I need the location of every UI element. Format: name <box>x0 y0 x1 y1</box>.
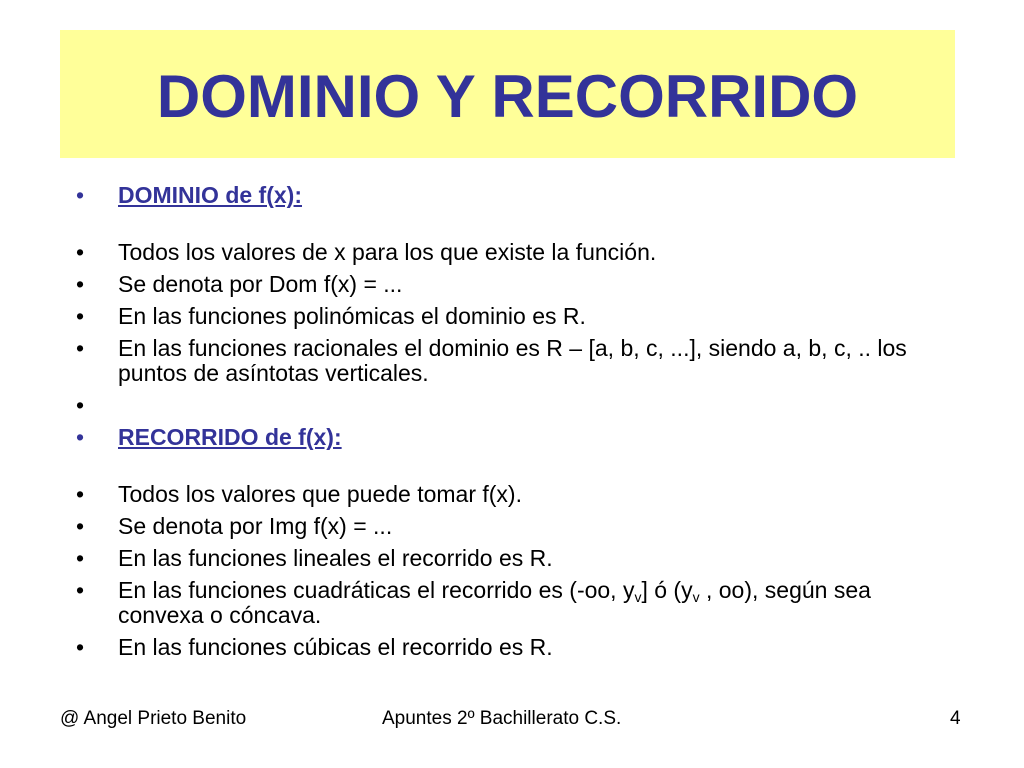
dominio-heading: DOMINIO de f(x): <box>118 182 302 208</box>
list-item <box>76 304 946 329</box>
list-item <box>76 578 946 628</box>
bullet-icon: • <box>76 577 85 603</box>
list-item <box>76 240 946 265</box>
recorrido-item-cuadratica <box>118 577 871 628</box>
bullet-icon: • <box>76 239 85 265</box>
cuadratica-text-2: ] ó (y <box>641 577 693 603</box>
list-item <box>76 514 946 539</box>
list-item <box>76 546 946 571</box>
dominio-item-2: Se denota por Dom f(x) = ... <box>118 271 403 297</box>
dominio-item-3: En las funciones polinómicas el dominio es R. <box>118 303 586 329</box>
empty-list-item <box>76 393 946 418</box>
recorrido-item-1: Todos los valores que puede tomar f(x). <box>118 481 522 507</box>
bullet-icon: • <box>76 335 85 361</box>
page-number: 4 <box>950 708 961 729</box>
subscript-v: v <box>634 589 642 605</box>
footer-course: Apuntes 2º Bachillerato C.S. <box>382 708 622 729</box>
bullet-icon: • <box>76 634 85 660</box>
list-item <box>76 272 946 297</box>
cuadratica-text-3: , oo), según sea convexa o cóncava. <box>118 577 871 628</box>
dominio-item-4: En las funciones racionales el dominio es R – [a, b, c, ...], siendo a, b, c, .. los puntos de asíntotas verticales. <box>118 335 907 386</box>
bullet-icon: • <box>76 182 85 208</box>
bullet-icon: • <box>76 271 85 297</box>
bullet-icon: • <box>76 392 85 418</box>
recorrido-heading-item <box>76 425 946 450</box>
recorrido-item-2: Se denota por Img f(x) = ... <box>118 513 393 539</box>
bullet-icon: • <box>76 424 85 450</box>
slide-title: DOMINIO Y RECORRIDO <box>156 62 859 130</box>
list-item <box>76 336 946 386</box>
footer-author: @ Angel Prieto Benito <box>60 708 247 729</box>
recorrido-item-3: En las funciones lineales el recorrido es R. <box>118 545 553 571</box>
bullet-icon: • <box>76 545 85 571</box>
subscript-v: v <box>692 589 700 605</box>
list-item <box>76 482 946 507</box>
bullet-icon: • <box>76 513 85 539</box>
title-banner <box>60 30 955 158</box>
dominio-item-1: Todos los valores de x para los que existe la función. <box>118 239 657 265</box>
bullet-icon: • <box>76 481 85 507</box>
recorrido-heading: RECORRIDO de f(x): <box>118 424 342 450</box>
bullet-icon: • <box>76 303 85 329</box>
list-item <box>76 635 946 660</box>
bullet-list <box>76 183 946 667</box>
cuadratica-text-1: En las funciones cuadráticas el recorrido es (-oo, y <box>118 577 635 603</box>
dominio-heading-item <box>76 183 946 208</box>
spacer <box>76 457 946 482</box>
spacer <box>76 215 946 240</box>
recorrido-item-last: En las funciones cúbicas el recorrido es R. <box>118 634 553 660</box>
